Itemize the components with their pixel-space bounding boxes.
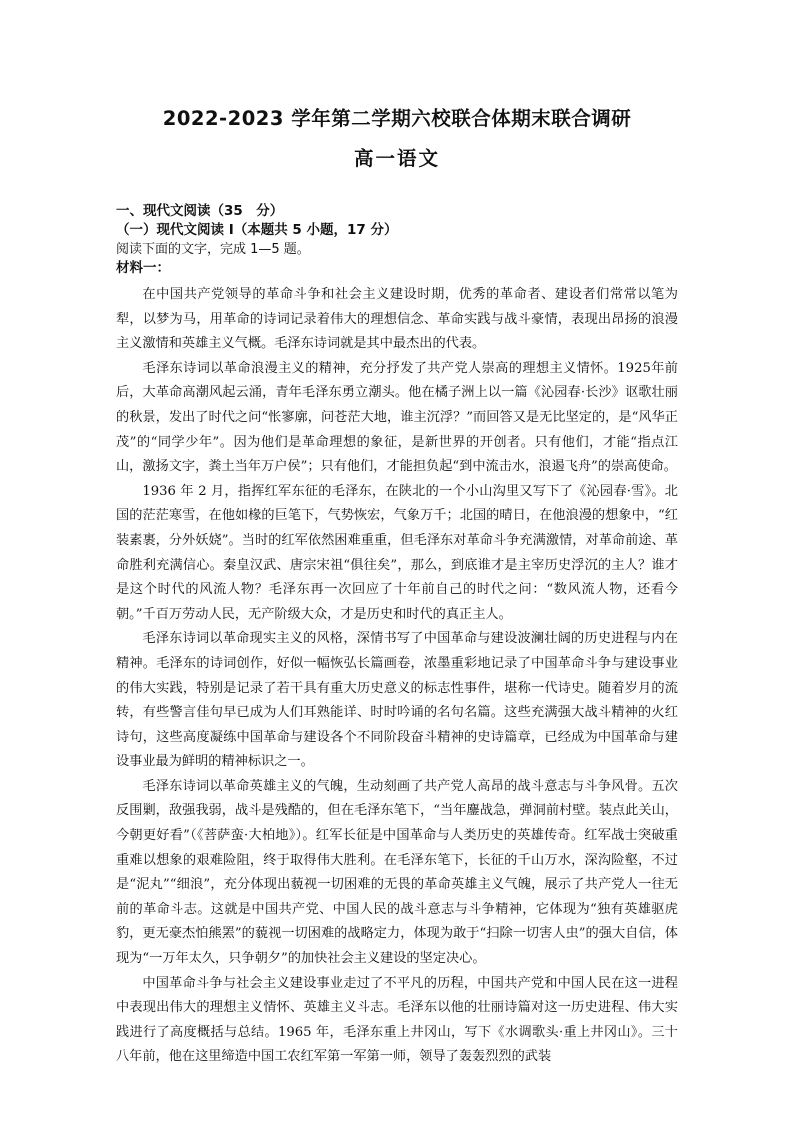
passage-body (116, 283, 678, 1070)
exam-title: 2022-2023 学年第二学期六校联合体期末联合调研 (162, 107, 632, 130)
reading-instruction: 阅读下面的文字，完成 1—5 题。 (116, 242, 310, 257)
sub-part-heading: （一）现代文阅读 I（本题共 5 小题，17 分） (116, 222, 398, 238)
paragraph: 毛泽东诗词以革命现实主义的风格，深情书写了中国革命与建设波澜壮阔的历史进程与内在精神。毛泽东的诗词创作，好似一幅恢弘长篇画卷，浓墨重彩地记录了中国革命斗争与建设事业的伟大实践，特别是记录了若干具有重大历史意义的标志性事件，堪称一代诗史。随着岁月的流转，有些警言佳句早已成为人们耳熟能详、时时吟诵的名句名篇。这些充满强大战斗精神的火红诗句，这些高度凝练中国革命与建设各个不同阶段奋斗精神的史诗篇章，已经成为中国革命与建设事业最为鲜明的精神标识之一。 (116, 631, 678, 770)
paragraph: 毛泽东诗词以革命英雄主义的气魄，生动刻画了共产党人高昂的战斗意志与斗争风骨。五次反围剿，敌强我弱，战斗是残酷的，但在毛泽东笔下，“当年鏖战急，弹洞前村壁。装点此关山，今朝更好看”（《菩萨蛮·大柏地》）。红军长征是中国革命与人类历史的英雄传奇。红军战士突破重重难以想象的艰难险阻，终于取得伟大胜利。在毛泽东笔下，长征的千山万水，深沟险壑，不过是“泥丸”“细浪”，充分体现出藐视一切困难的无畏的革命英雄主义气魄，展示了共产党人一往无前的革命斗志。这就是中国共产党、中国人民的战斗意志与斗争精神，它体现为“独有英雄驱虎豹，更无豪杰怕熊罴”的藐视一切困难的战略定力，体现为敢于“扫除一切害人虫”的强大自信，体现为“一万年太久，只争朝夕”的加快社会主义建设的坚定决心。 (116, 778, 678, 967)
paragraph: 中国革命斗争与社会主义建设事业走过了不平凡的历程，中国共产党和中国人民在这一进程中表现出伟大的理想主义情怀、英雄主义斗志。毛泽东以他的壮丽诗篇对这一历史进程、伟大实践进行了高度概括与总结。1965 年，毛泽东重上井冈山，写下《水调歌头·重上井冈山》。三十八年前，他在这里缔造中国工农红军第一军第一师，领导了轰轰烈烈的武装 (116, 975, 678, 1065)
material-label: 材料一： (116, 260, 170, 276)
part-heading: 一、现代文阅读（35 分） (116, 203, 284, 219)
paragraph: 在中国共产党领导的革命斗争和社会主义建设时期，优秀的革命者、建设者们常常以笔为犁，以梦为马，用革命的诗词记录着伟大的理想信念、革命实践与战斗豪情，表现出昂扬的浪漫主义激情和英雄主义气概。毛泽东诗词就是其中最杰出的代表。 (116, 287, 678, 352)
paragraph: 1936 年 2 月，指挥红军东征的毛泽东，在陕北的一个小山沟里又写下了《沁园春·雪》。北国的茫茫寒雪，在他如椽的巨笔下，气势恢宏，气象万千；北国的晴日，在他浪漫的想象中，“红装素裹，分外妖娆”。当时的红军依然困难重重，但毛泽东对革命斗争充满激情，对革命前途、革命胜利充满信心。秦皇汉武、唐宗宋祖“俱往矣”，那么，到底谁才是主宰历史浮沉的主人？谁才是这个时代的风流人物？毛泽东再一次回应了十年前自己的时代之问：“数风流人物，还看今朝。”千百万劳动人民，无产阶级大众，才是历史和时代的真正主人。 (116, 483, 678, 622)
exam-subject: 高一语文 (353, 147, 440, 170)
section-headings (116, 202, 686, 278)
paragraph: 毛泽东诗词以革命浪漫主义的精神，充分抒发了共产党人崇高的理想主义情怀。1925年前后，大革命高潮风起云涌，青年毛泽东勇立潮头。他在橘子洲上以一篇《沁园春·长沙》讴歌壮丽的秋景，发出了时代之问“怅寥廓，问苍茫大地，谁主沉浮？”而回答又是无比坚定的，是“风华正茂”的“同学少年”。因为他们是革命理想的象征，是新世界的开创者。只有他们，才能“指点江山，激扬文字，粪土当年万户侯”；只有他们，才能担负起“到中流击水，浪遏飞舟”的崇高使命。 (116, 360, 678, 475)
